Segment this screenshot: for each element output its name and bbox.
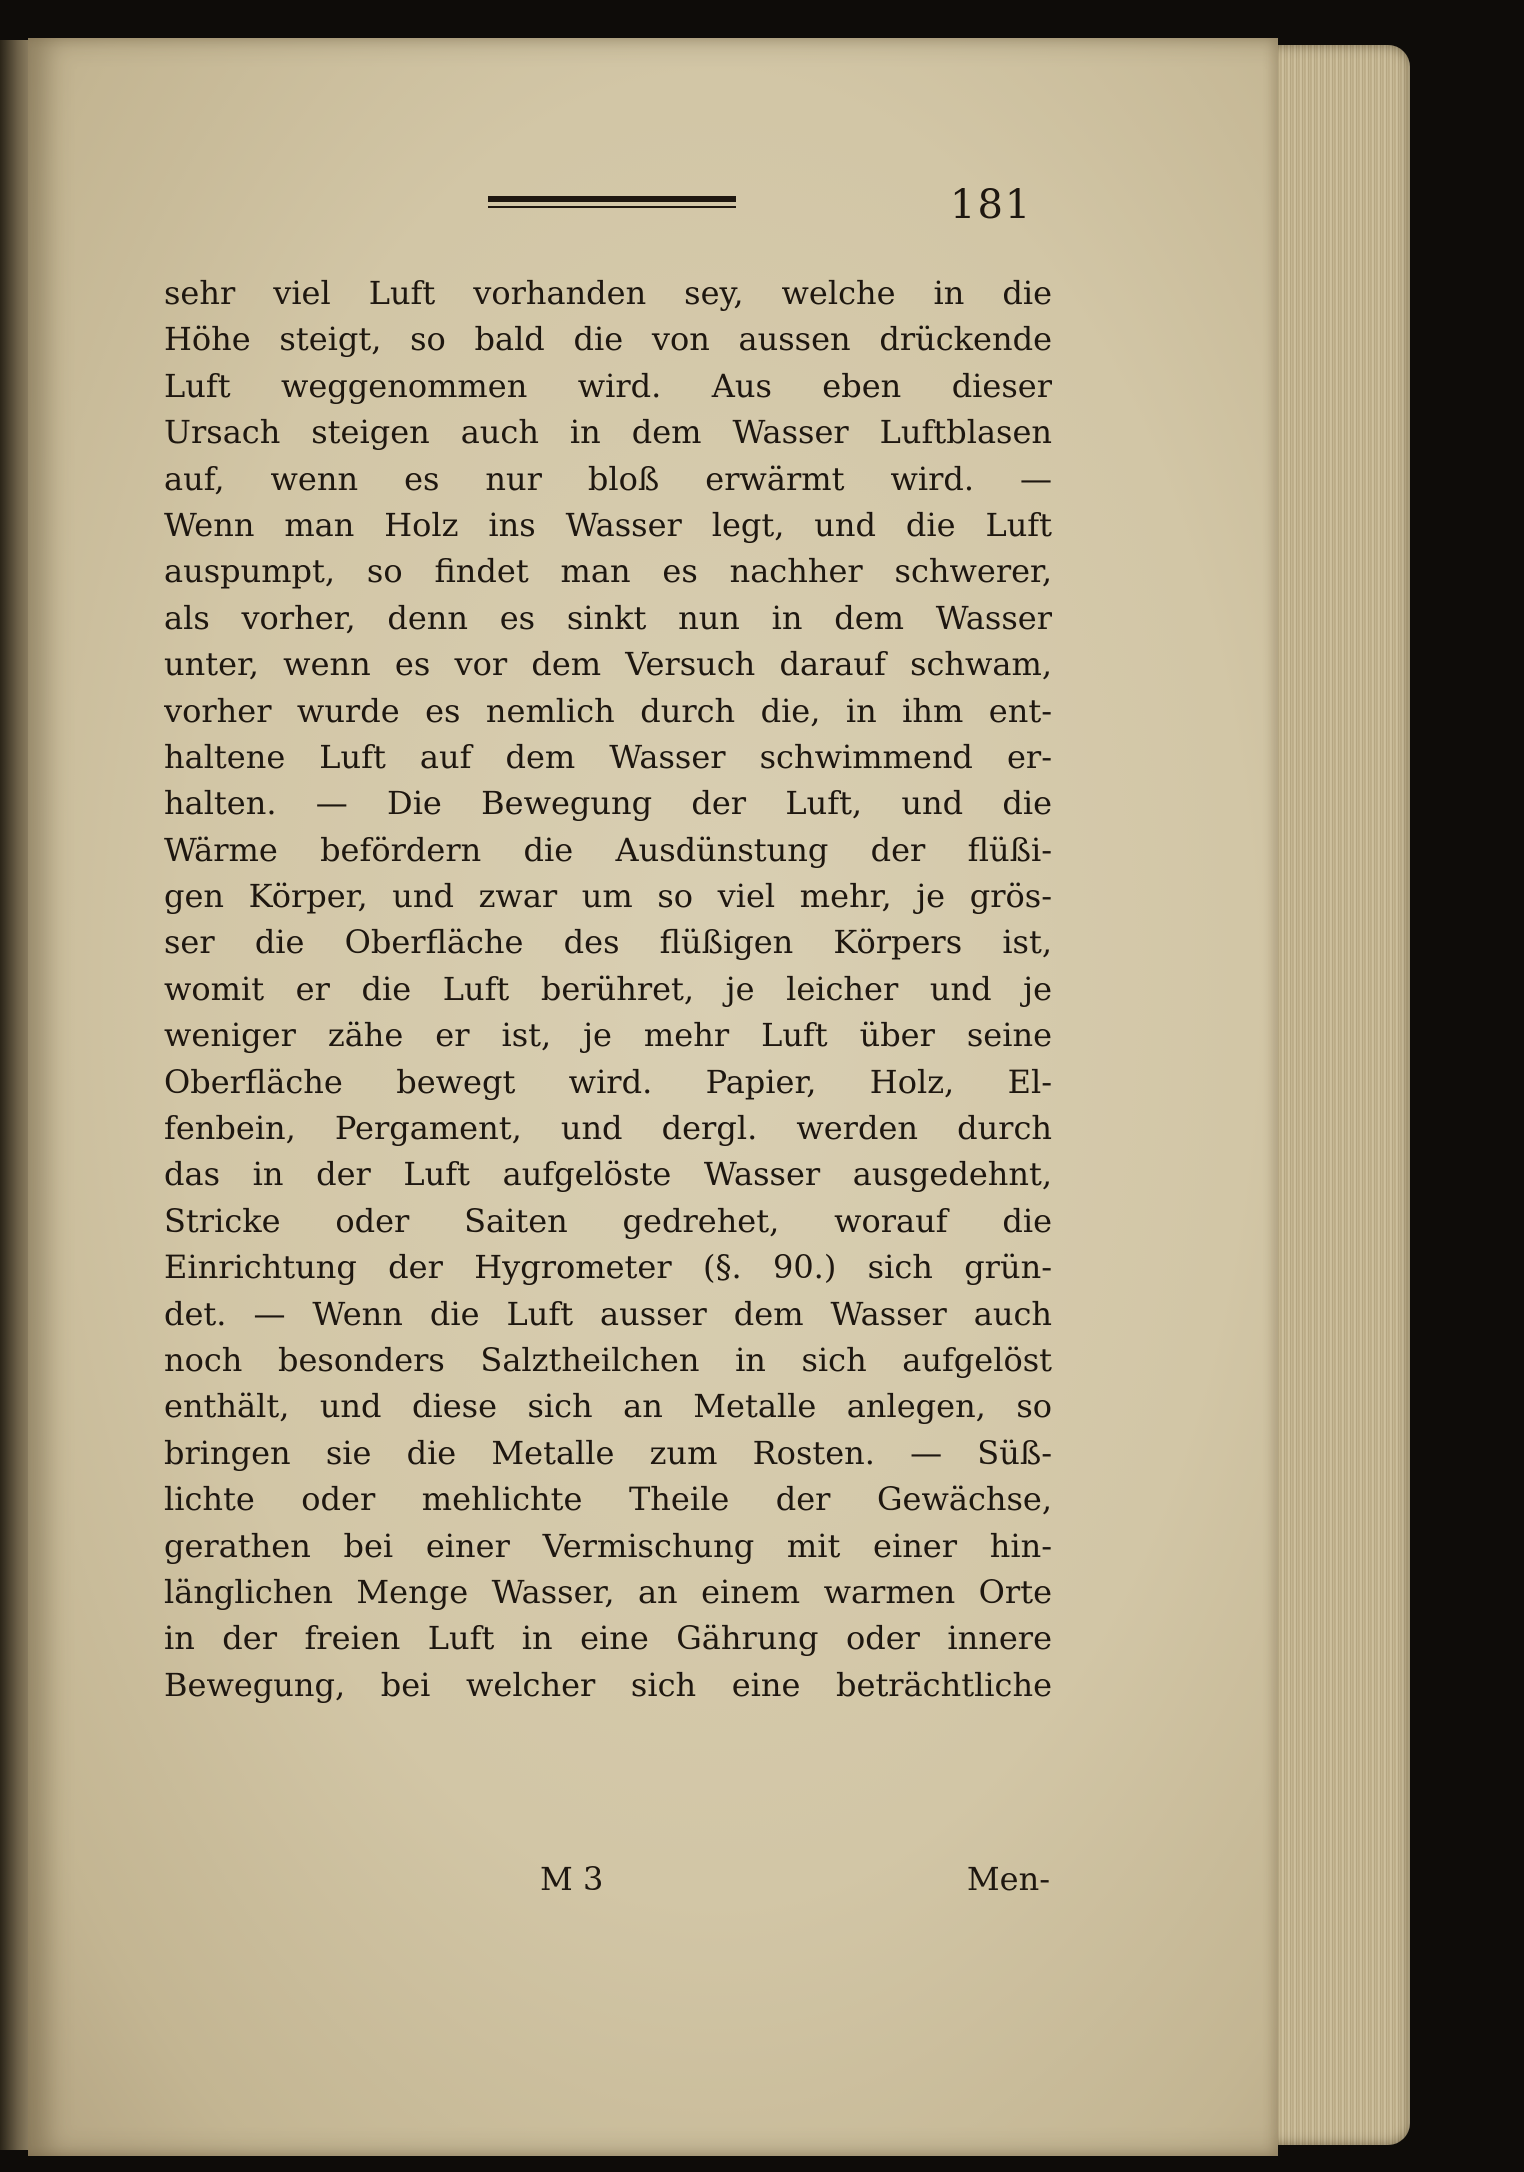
text-line: länglichen Menge Wasser, an einem warmen Orte bbox=[164, 1572, 1052, 1611]
text-line: Bewegung, bei welcher sich eine beträchtliche bbox=[164, 1665, 1052, 1704]
text-line: womit er die Luft berühret, je leicher und je bbox=[164, 969, 1052, 1008]
text-line: bringen sie die Metalle zum Rosten. — Süß- bbox=[164, 1433, 1052, 1472]
page-footer bbox=[540, 1860, 1050, 1898]
text-line: weniger zähe er ist, je mehr Luft über seine bbox=[164, 1016, 1052, 1055]
text-line: vorher wurde es nemlich durch die, in ihm ent- bbox=[164, 691, 1052, 730]
body-text bbox=[164, 270, 1052, 1708]
text-line: noch besonders Salztheilchen in sich aufgelöst bbox=[164, 1340, 1052, 1379]
catchword: Men- bbox=[966, 1860, 1050, 1898]
text-line: sehr viel Luft vorhanden sey, welche in die bbox=[164, 274, 1052, 312]
text-line: gerathen bei einer Vermischung mit einer hin- bbox=[164, 1526, 1052, 1565]
text-line: det. — Wenn die Luft ausser dem Wasser auch bbox=[164, 1294, 1052, 1333]
text-line: auspumpt, so findet man es nachher schwerer, bbox=[164, 552, 1052, 591]
text-line: Luft weggenommen wird. Aus eben dieser bbox=[164, 366, 1052, 405]
header-rule bbox=[488, 196, 736, 210]
text-line: lichte oder mehlichte Theile der Gewächse, bbox=[164, 1480, 1052, 1519]
signature-mark: M 3 bbox=[540, 1860, 604, 1898]
text-line: Wenn man Holz ins Wasser legt, und die Luft bbox=[164, 505, 1052, 544]
text-line: Oberfläche bewegt wird. Papier, Holz, El- bbox=[164, 1062, 1052, 1101]
text-line: Ursach steigen auch in dem Wasser Luftblasen bbox=[164, 413, 1052, 452]
text-line: Höhe steigt, so bald die von aussen drückende bbox=[164, 320, 1052, 359]
text-line: in der freien Luft in eine Gährung oder innere bbox=[164, 1619, 1052, 1658]
page-number: 181 bbox=[950, 182, 1033, 228]
text-line: ser die Oberfläche des flüßigen Körpers ist, bbox=[164, 923, 1052, 962]
text-line: fenbein, Pergament, und dergl. werden durch bbox=[164, 1109, 1052, 1148]
text-line: haltene Luft auf dem Wasser schwimmend er- bbox=[164, 737, 1052, 776]
left-page-spine bbox=[0, 40, 30, 2150]
text-line: Einrichtung der Hygrometer (§. 90.) sich grün- bbox=[164, 1248, 1052, 1287]
text-line: halten. — Die Bewegung der Luft, und die bbox=[164, 784, 1052, 823]
text-line: das in der Luft aufgelöste Wasser ausgedehnt, bbox=[164, 1155, 1052, 1194]
text-line: auf, wenn es nur bloß erwärmt wird. — bbox=[164, 459, 1052, 498]
page-edges bbox=[1255, 45, 1410, 2145]
text-line: als vorher, denn es sinkt nun in dem Wasser bbox=[164, 598, 1052, 637]
text-line: Stricke oder Saiten gedrehet, worauf die bbox=[164, 1201, 1052, 1240]
text-line: enthält, und diese sich an Metalle anlegen, so bbox=[164, 1387, 1052, 1426]
text-line: gen Körper, und zwar um so viel mehr, je grös- bbox=[164, 877, 1052, 916]
text-line: unter, wenn es vor dem Versuch darauf schwam, bbox=[164, 645, 1052, 684]
text-line: Wärme befördern die Ausdünstung der flüßi- bbox=[164, 830, 1052, 869]
